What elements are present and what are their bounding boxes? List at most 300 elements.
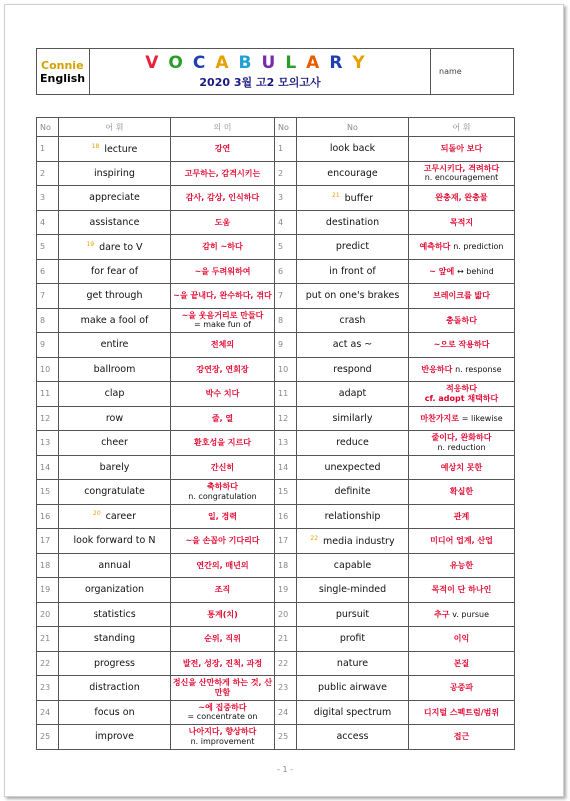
row-number: 10 (37, 357, 59, 382)
header-table (36, 48, 514, 95)
vocab-meaning (409, 725, 515, 750)
vocab-meaning (409, 553, 515, 578)
meaning-text: 조직 (214, 585, 231, 594)
meaning-text: 예측하다 (419, 242, 451, 251)
vocab-word (297, 602, 409, 627)
table-row (37, 676, 515, 701)
vocab-word-text: in front of (329, 265, 376, 277)
row-number: 5 (37, 235, 59, 260)
vocab-meaning (171, 480, 275, 505)
table-row (37, 210, 515, 235)
meaning-note: n. improvement (190, 736, 255, 746)
vocab-word-text: statistics (93, 608, 136, 620)
vocab-meaning (171, 553, 275, 578)
row-number: 13 (275, 431, 297, 456)
vocab-word (297, 504, 409, 529)
meaning-text: 발전, 성장, 진척, 과정 (182, 658, 263, 668)
row-number: 8 (275, 308, 297, 333)
vocab-word-text: buffer (344, 192, 373, 204)
table-row (37, 406, 515, 431)
vocab-word-text: look back (329, 143, 376, 155)
vocab-meaning (409, 700, 515, 725)
row-number: 25 (275, 725, 297, 750)
header-meaning-right: 어 휘 (409, 118, 515, 137)
title-letter: O (168, 53, 193, 73)
passage-number-tag: 19 (86, 240, 95, 248)
vocab-meaning (409, 161, 515, 186)
row-number: 7 (37, 284, 59, 309)
title-letter: B (238, 53, 262, 73)
vocab-word-text: put on one's brakes (305, 290, 400, 302)
vocab-meaning (409, 627, 515, 652)
vocab-word (297, 455, 409, 480)
meaning-text: 축하하다 (207, 482, 238, 492)
meaning-text: 적응하다 (446, 384, 477, 394)
vocab-word (297, 627, 409, 652)
vocab-word-text: assistance (89, 216, 140, 228)
table-row (37, 455, 515, 480)
vocab-word-text: get through (86, 290, 143, 302)
vocab-word-text: similarly (332, 412, 373, 424)
logo-top-text: Connie (41, 58, 84, 72)
meaning-text: 디지털 스펙트럼/범위 (423, 707, 500, 717)
vocab-word-text: pursuit (335, 608, 370, 620)
vocab-word-text: cheer (101, 437, 128, 449)
vocab-meaning (409, 357, 515, 382)
meaning-text: 미디어 업계, 산업 (430, 536, 493, 545)
title-letter: R (329, 53, 353, 73)
vocab-meaning (171, 651, 275, 676)
title-letter: U (261, 53, 286, 73)
table-row (37, 700, 515, 725)
table-row (37, 137, 515, 162)
meaning-text: 통계(치) (207, 609, 238, 619)
row-number: 23 (37, 676, 59, 701)
vocabulary-table (36, 117, 515, 750)
row-number: 8 (37, 308, 59, 333)
title-letter: L (285, 53, 307, 73)
vocab-word-text: act as ~ (332, 339, 373, 351)
vocab-meaning (409, 504, 515, 529)
table-row (37, 186, 515, 211)
meaning-text: 고무시키다, 격려하다 (423, 163, 500, 173)
table-row (37, 284, 515, 309)
vocab-word (59, 725, 171, 750)
row-number: 22 (275, 651, 297, 676)
meaning-note: n. response (455, 364, 502, 374)
meaning-text: 목적지 (449, 217, 474, 227)
meaning-text: 도움 (214, 217, 231, 227)
title-letter: C (192, 53, 216, 73)
vocab-word (297, 382, 409, 407)
vocab-meaning (409, 602, 515, 627)
vocab-word (297, 284, 409, 309)
vocab-word (59, 406, 171, 431)
row-number: 9 (37, 333, 59, 358)
vocab-meaning (171, 382, 275, 407)
vocab-word-text: capable (333, 559, 372, 571)
vocab-word-text: encourage (327, 167, 378, 179)
vocab-word-text: lecture (104, 143, 138, 155)
meaning-text: 관계 (453, 511, 470, 521)
vocab-word (59, 137, 171, 162)
meaning-note: = concentrate on (187, 712, 258, 722)
table-row (37, 382, 515, 407)
vocab-meaning (409, 308, 515, 333)
vocab-meaning (409, 382, 515, 407)
vocab-word (59, 357, 171, 382)
meaning-text: 추구 (433, 609, 450, 619)
vocab-word-text: improve (95, 731, 134, 743)
row-number: 5 (275, 235, 297, 260)
vocab-word (297, 186, 409, 211)
row-number: 24 (37, 700, 59, 725)
page-subtitle: 2020 3월 고2 모의고사 (199, 76, 321, 89)
row-number: 3 (37, 186, 59, 211)
meaning-text: 목적이 단 하나인 (431, 585, 492, 594)
row-number: 14 (275, 455, 297, 480)
vocab-meaning (409, 406, 515, 431)
vocab-word-text: destination (325, 216, 380, 228)
vocab-word (59, 161, 171, 186)
vocab-word-text: single-minded (318, 584, 387, 596)
header-no-left: No (37, 118, 59, 137)
row-number: 13 (37, 431, 59, 456)
row-number: 1 (37, 137, 59, 162)
vocab-word-text: annual (98, 559, 131, 571)
vocab-word (59, 259, 171, 284)
vocab-meaning (171, 455, 275, 480)
row-number: 15 (37, 480, 59, 505)
row-number: 4 (275, 210, 297, 235)
header-meaning-left: 의 미 (171, 118, 275, 137)
table-row (37, 578, 515, 603)
vocab-word (59, 333, 171, 358)
row-number: 10 (275, 357, 297, 382)
meaning-text: 환호성을 지르다 (194, 438, 251, 447)
vocab-word (297, 480, 409, 505)
meaning-text: 브레이크를 밟다 (433, 291, 490, 300)
vocab-word-text: media industry (323, 535, 395, 547)
vocab-word-text: access (336, 731, 369, 743)
row-number: 19 (275, 578, 297, 603)
vocab-word-text: public airwave (317, 682, 388, 694)
vocab-meaning (409, 529, 515, 554)
meaning-text: ~을 두려워하여 (194, 266, 251, 276)
meaning-text: 접근 (453, 732, 470, 741)
table-row (37, 235, 515, 260)
vocab-word-text: relationship (324, 510, 381, 522)
vocab-word-text: profit (339, 633, 366, 645)
vocab-meaning (171, 357, 275, 382)
page-title (90, 52, 430, 74)
title-letter: V (145, 53, 169, 73)
row-number: 3 (275, 186, 297, 211)
vocab-meaning (171, 529, 275, 554)
vocab-word (297, 725, 409, 750)
table-row (37, 529, 515, 554)
table-row (37, 725, 515, 750)
meaning-text: 마찬가지로 (420, 413, 459, 423)
row-number: 16 (37, 504, 59, 529)
meaning-note: = make fun of (194, 320, 251, 330)
title-letter: A (306, 53, 330, 73)
vocab-word-text: entire (100, 339, 129, 351)
row-number: 9 (275, 333, 297, 358)
meaning-text: ~에 집중하다 (198, 702, 247, 712)
vocab-word-text: inspiring (94, 167, 135, 179)
page-number: - 1 - (277, 765, 293, 774)
vocab-word (297, 431, 409, 456)
vocab-word-text: nature (336, 657, 369, 669)
row-number: 24 (275, 700, 297, 725)
vocab-meaning (171, 700, 275, 725)
table-row (37, 627, 515, 652)
meaning-note: cf. adopt 채택하다 (424, 393, 499, 403)
meaning-text: ~ 앞에 (429, 266, 455, 276)
meaning-note: ↔ behind (457, 266, 494, 276)
vocab-word (59, 602, 171, 627)
vocab-meaning (409, 137, 515, 162)
meaning-text: 본질 (453, 658, 470, 668)
vocab-meaning (409, 651, 515, 676)
meaning-text: 강연 (214, 144, 231, 153)
vocab-word (59, 235, 171, 260)
vocab-meaning (409, 333, 515, 358)
vocab-meaning (409, 676, 515, 701)
vocab-meaning (409, 210, 515, 235)
meaning-text: 완충재, 완충물 (435, 193, 488, 202)
vocab-word (59, 627, 171, 652)
table-header-row (37, 118, 515, 137)
meaning-text: ~을 끝내다, 완수하다, 겪다 (173, 291, 272, 300)
meaning-note: n. congratulation (188, 491, 257, 501)
vocab-word (59, 578, 171, 603)
header-word-right: No (297, 118, 409, 137)
meaning-text: 박수 치다 (205, 389, 240, 398)
vocab-word (59, 210, 171, 235)
meaning-text: 순위, 직위 (204, 634, 241, 643)
vocab-word (59, 284, 171, 309)
vocab-word (59, 431, 171, 456)
row-number: 20 (37, 602, 59, 627)
vocab-meaning (171, 578, 275, 603)
vocab-word (59, 382, 171, 407)
vocab-word-text: appreciate (89, 192, 140, 204)
meaning-text: 감사, 감상, 인식하다 (185, 193, 260, 202)
table-row (37, 333, 515, 358)
row-number: 11 (275, 382, 297, 407)
meaning-note: n. encouragement (424, 173, 499, 183)
vocab-word-text: row (105, 412, 124, 424)
vocab-word (59, 700, 171, 725)
row-number: 21 (275, 627, 297, 652)
vocab-word (297, 161, 409, 186)
vocab-word (59, 455, 171, 480)
vocab-word (59, 504, 171, 529)
meaning-text: ~으로 작용하다 (433, 340, 490, 349)
table-row (37, 480, 515, 505)
vocab-meaning (409, 578, 515, 603)
vocab-word-text: digital spectrum (313, 706, 392, 718)
table-row (37, 431, 515, 456)
vocab-word-text: reduce (336, 437, 369, 449)
vocab-meaning (171, 406, 275, 431)
row-number: 7 (275, 284, 297, 309)
vocab-word-text: respond (333, 363, 372, 375)
meaning-text: 반응하다 (421, 364, 453, 374)
vocab-word (297, 651, 409, 676)
row-number: 4 (37, 210, 59, 235)
title-letter: Y (352, 53, 375, 73)
row-number: 14 (37, 455, 59, 480)
row-number: 2 (37, 161, 59, 186)
meaning-text: 연간의, 매년의 (196, 560, 249, 570)
vocab-word-text: career (105, 511, 136, 523)
vocab-word (59, 529, 171, 554)
vocab-word (297, 578, 409, 603)
row-number: 18 (37, 553, 59, 578)
meaning-text: 이익 (453, 634, 470, 643)
row-number: 2 (275, 161, 297, 186)
logo-bottom-text: English (40, 71, 86, 85)
row-number: 25 (37, 725, 59, 750)
meaning-text: 감히 ~하다 (202, 242, 243, 251)
meaning-text: ~을 손꼽아 기다리다 (185, 536, 260, 545)
row-number: 20 (275, 602, 297, 627)
meaning-text: 정신을 산만하게 하는 것, 산만함 (172, 678, 273, 697)
vocab-word-text: standing (93, 633, 136, 645)
vocab-meaning (409, 235, 515, 260)
row-number: 15 (275, 480, 297, 505)
vocab-word-text: make a fool of (80, 314, 149, 326)
vocab-meaning (171, 602, 275, 627)
row-number: 12 (275, 406, 297, 431)
vocab-word-text: focus on (94, 706, 135, 718)
vocab-word (297, 700, 409, 725)
vocab-meaning (171, 137, 275, 162)
vocab-word (297, 308, 409, 333)
row-number: 17 (275, 529, 297, 554)
vocab-word-text: look forward to N (73, 535, 156, 547)
vocab-meaning (171, 333, 275, 358)
vocab-word-text: congratulate (84, 486, 145, 498)
vocab-word-text: clap (104, 388, 125, 400)
meaning-text: 줄이다, 완화하다 (431, 433, 492, 443)
meaning-text: 나아지다, 향상하다 (188, 727, 257, 737)
vocab-word-text: distraction (89, 682, 140, 694)
vocab-meaning (171, 725, 275, 750)
vocab-meaning (171, 284, 275, 309)
vocab-word (297, 333, 409, 358)
meaning-note: v. pursue (452, 609, 490, 619)
vocab-meaning (171, 627, 275, 652)
passage-number-tag: 20 (93, 510, 101, 518)
row-number: 17 (37, 529, 59, 554)
row-number: 16 (275, 504, 297, 529)
meaning-text: 줄, 열 (211, 413, 234, 423)
row-number: 12 (37, 406, 59, 431)
vocab-word (297, 357, 409, 382)
table-row (37, 308, 515, 333)
vocab-meaning (409, 259, 515, 284)
vocab-word (59, 676, 171, 701)
vocab-word-text: dare to V (99, 241, 143, 253)
vocab-word (59, 308, 171, 333)
vocab-meaning (171, 308, 275, 333)
meaning-text: 고무하는, 감격시키는 (184, 168, 261, 178)
row-number: 6 (275, 259, 297, 284)
meaning-text: 충돌하다 (446, 315, 477, 325)
meaning-text: 확실한 (449, 487, 474, 496)
meaning-text: 일, 경력 (207, 511, 237, 521)
vocab-word (297, 210, 409, 235)
passage-number-tag: 18 (91, 142, 100, 150)
vocab-word-text: definite (334, 486, 371, 498)
meaning-text: 전체의 (210, 340, 235, 349)
table-row (37, 553, 515, 578)
vocab-word-text: barely (99, 461, 130, 473)
vocab-word (59, 186, 171, 211)
vocab-word-text: unexpected (324, 461, 381, 473)
vocab-meaning (171, 504, 275, 529)
vocab-word (297, 406, 409, 431)
meaning-text: 간신히 (210, 462, 235, 472)
vocab-meaning (171, 161, 275, 186)
meaning-note: = likewise (461, 413, 503, 423)
vocab-meaning (171, 259, 275, 284)
vocab-meaning (171, 431, 275, 456)
vocab-word-text: adapt (338, 388, 367, 400)
vocab-word-text: crash (339, 314, 366, 326)
vocab-meaning (171, 235, 275, 260)
passage-number-tag: 22 (310, 534, 319, 542)
vocab-meaning (171, 210, 275, 235)
vocab-word (297, 676, 409, 701)
vocab-meaning (409, 455, 515, 480)
table-row (37, 651, 515, 676)
row-number: 22 (37, 651, 59, 676)
logo (37, 49, 90, 95)
table-row (37, 259, 515, 284)
vocab-word (59, 480, 171, 505)
vocab-word (59, 651, 171, 676)
vocab-word (297, 235, 409, 260)
vocab-word (297, 529, 409, 554)
vocab-meaning (171, 186, 275, 211)
meaning-text: 공중파 (449, 683, 474, 692)
vocab-meaning (409, 480, 515, 505)
meaning-text: 예상치 못한 (440, 462, 483, 472)
meaning-text: 강연장, 연회장 (196, 364, 249, 374)
meaning-text: 유능한 (449, 560, 474, 570)
meaning-text: 되돌아 보다 (440, 144, 483, 153)
vocab-meaning (171, 676, 275, 701)
meaning-text: ~을 웃음거리로 만들다 (181, 310, 264, 320)
title-letter: A (215, 53, 239, 73)
row-number: 23 (275, 676, 297, 701)
title-cell (90, 49, 431, 95)
vocab-word-text: organization (84, 584, 145, 596)
header-no-right: No (275, 118, 297, 137)
row-number: 1 (275, 137, 297, 162)
vocab-word-text: progress (93, 657, 135, 669)
vocab-word (297, 553, 409, 578)
vocab-meaning (409, 284, 515, 309)
vocab-word (297, 259, 409, 284)
name-field[interactable]: name (431, 49, 514, 95)
row-number: 19 (37, 578, 59, 603)
